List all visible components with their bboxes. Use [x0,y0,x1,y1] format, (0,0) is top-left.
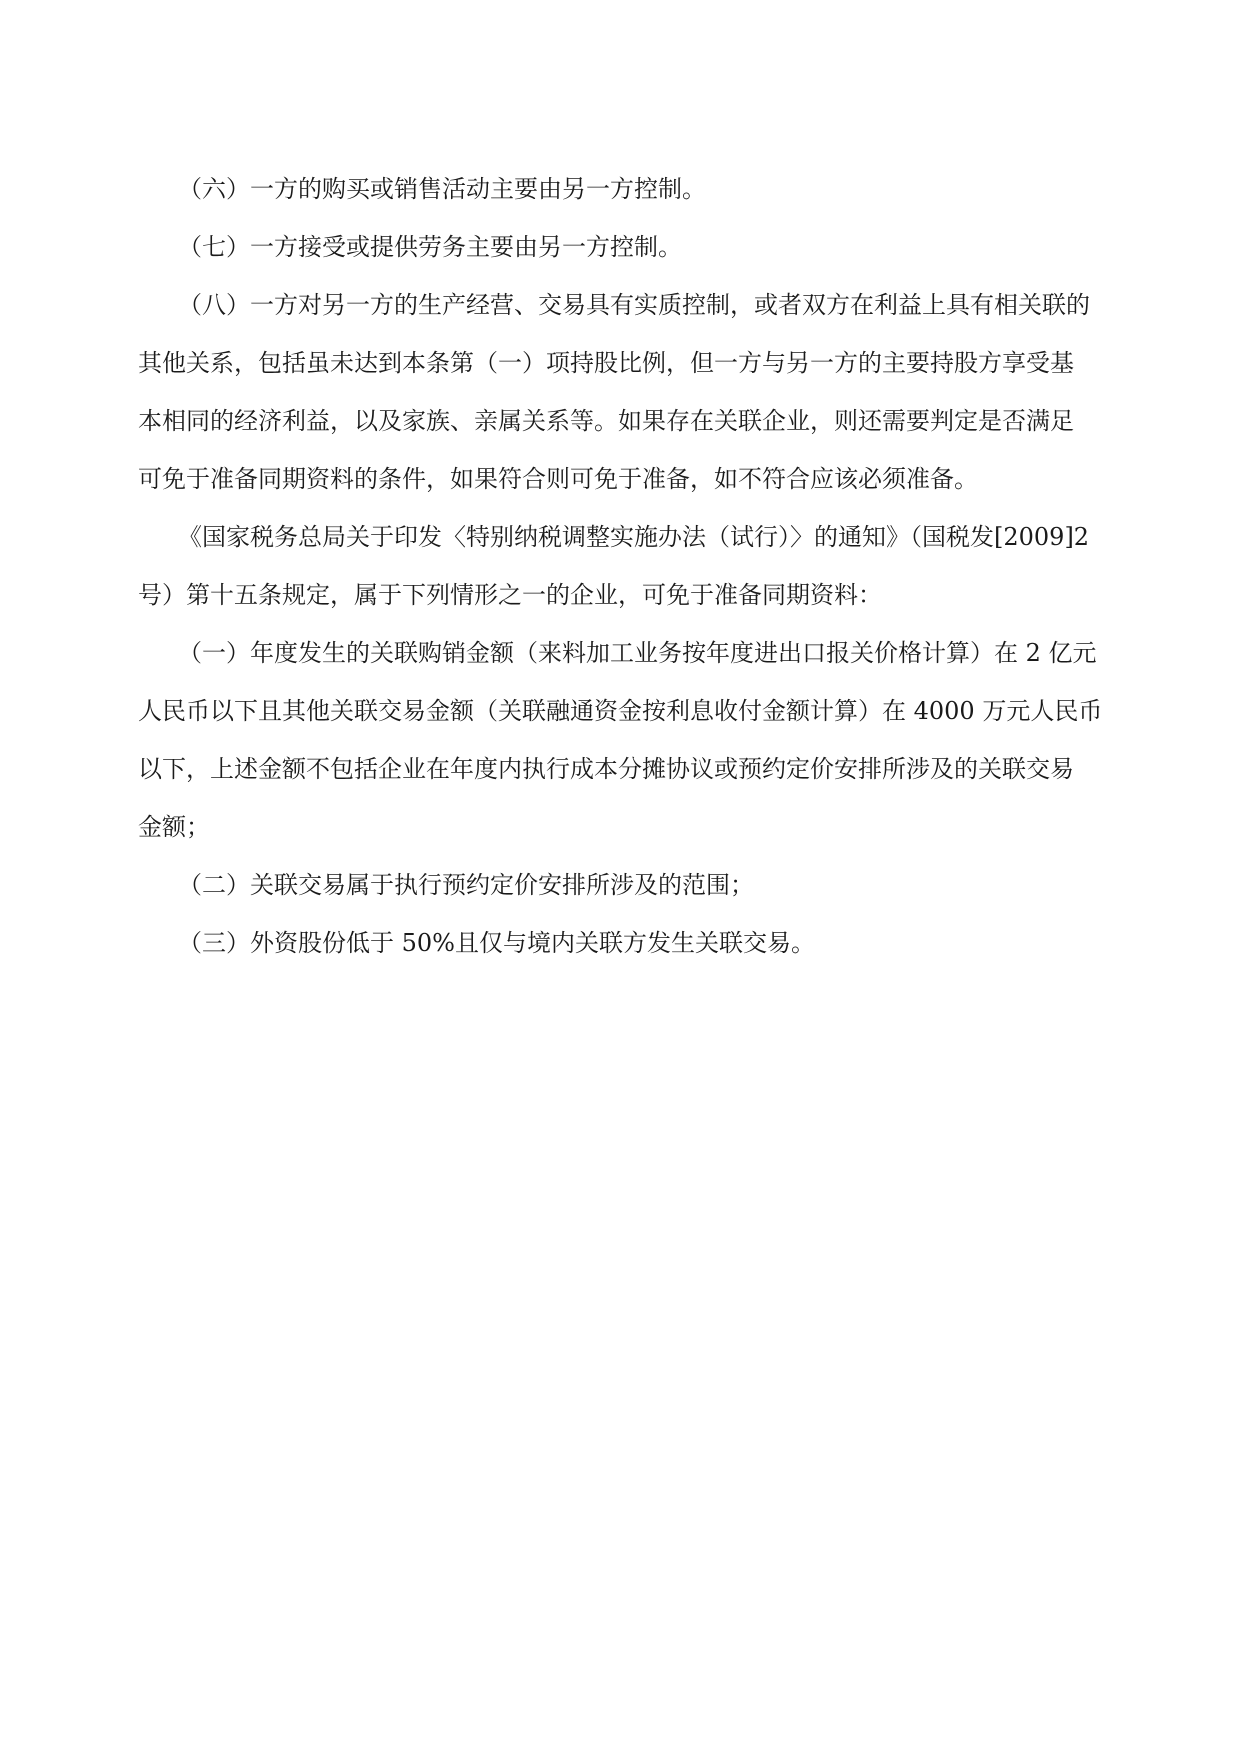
paragraph-regulation-citation [90,508,1150,624]
text-line: 以下，上述金额不包括企业在年度内执行成本分摊协议或预约定价安排所涉及的关联交易 [138,755,1074,783]
text-line: （八）一方对另一方的生产经营、交易具有实质控制，或者双方在利益上具有相关联的 [178,291,1090,319]
text-line: （六）一方的购买或销售活动主要由另一方控制。 [178,175,706,203]
text-line: （一）年度发生的关联购销金额（来料加工业务按年度进出口报关价格计算）在 2 亿元 [178,639,1097,667]
text-line: 金额； [138,813,210,841]
paragraph-exemption-2 [90,856,1150,914]
text-line: （二）关联交易属于执行预约定价安排所涉及的范围； [178,871,754,899]
text-line: 本相同的经济利益，以及家族、亲属关系等。如果存在关联企业，则还需要判定是否满足 [138,407,1074,435]
text-line: 号）第十五条规定，属于下列情形之一的企业，可免于准备同期资料： [138,581,882,609]
paragraph-exemption-3 [90,914,1150,972]
text-line: 可免于准备同期资料的条件，如果符合则可免于准备，如不符合应该必须准备。 [138,465,978,493]
text-line: （三）外资股份低于 50%且仅与境内关联方发生关联交易。 [178,929,815,957]
paragraph-item-7 [90,218,1150,276]
text-line: 《国家税务总局关于印发〈特别纳税调整实施办法（试行）〉的通知》（国税发[2009]2 [178,523,1090,551]
text-line: 人民币以下且其他关联交易金额（关联融通资金按利息收付金额计算）在 4000 万元人民币 [138,697,1103,725]
text-line: （七）一方接受或提供劳务主要由另一方控制。 [178,233,682,261]
text-line: 其他关系，包括虽未达到本条第（一）项持股比例，但一方与另一方的主要持股方享受基 [138,349,1074,377]
paragraph-item-6 [90,160,1150,218]
paragraph-exemption-1 [90,624,1150,856]
paragraph-item-8 [90,276,1150,508]
document-body [90,160,1150,972]
